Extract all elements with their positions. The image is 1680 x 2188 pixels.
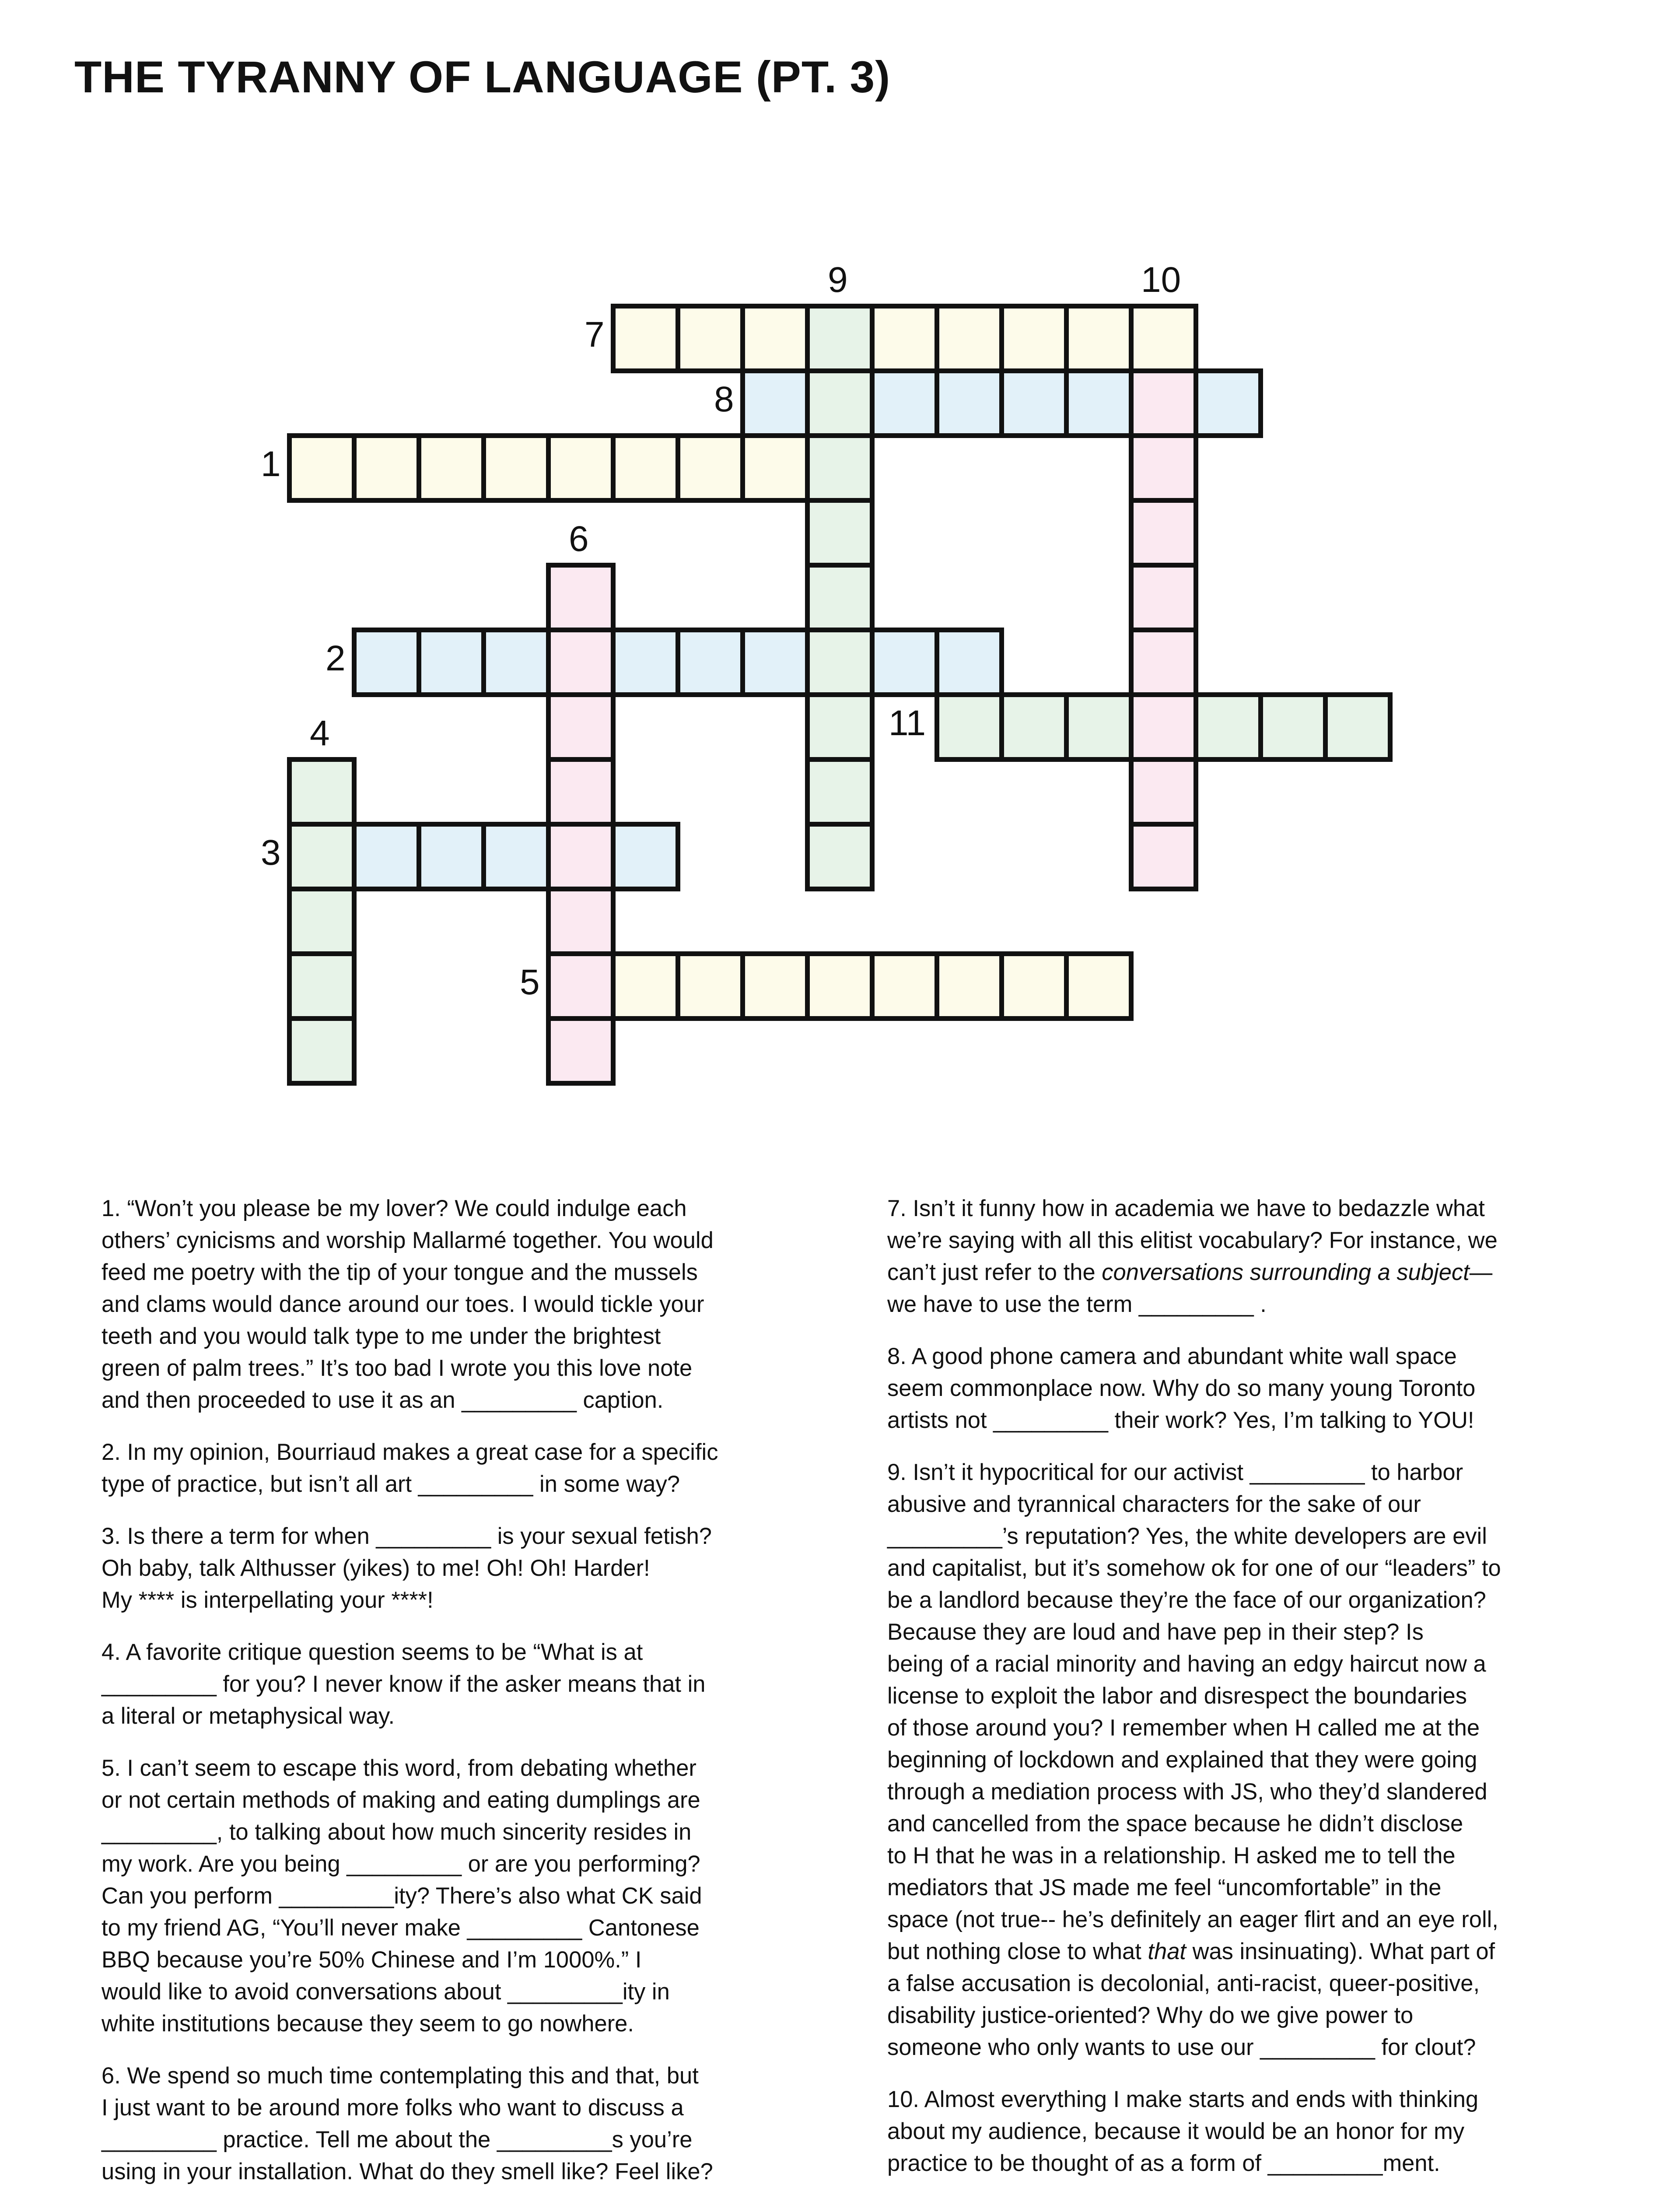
clue-2: 2. In my opinion, Bourriaud makes a great case for a specific type of practice, but isn’t all art _________ in some way? [102, 1439, 718, 1497]
crossword-cell [481, 628, 551, 697]
crossword-cell [805, 433, 875, 503]
crossword-cell [740, 304, 810, 373]
crossword-cell [1194, 368, 1263, 438]
clue-6: 6. We spend so much time contemplating this and that, but I just want to be around more folks who want to discuss a _________ practice. Tell me about the _________s you’re using in your installation. What do they smell like? Feel like? [102, 2063, 713, 2184]
crossword-cell [546, 757, 616, 827]
clue-8 [887, 1340, 1587, 1436]
crossword-cell [805, 822, 875, 891]
crossword-cell [1064, 368, 1134, 438]
clue-number-3: 3 [261, 833, 281, 873]
crossword-cell [999, 951, 1069, 1021]
crossword-cell [546, 951, 616, 1021]
clue-number-11: 11 [889, 703, 926, 743]
crossword-cell [805, 304, 875, 373]
clue-7-text-a: 7. Isn’t it funny how in academia we have to bedazzle what we’re saying with all this elitist vocabulary? For instance, we can’t just refer to the [887, 1196, 1498, 1285]
crossword-cell [1129, 304, 1198, 373]
crossword-cell [1258, 692, 1328, 762]
crossword-cell [481, 822, 551, 891]
clue-10 [887, 2083, 1587, 2179]
crossword-cell [870, 368, 939, 438]
clue-number-1: 1 [261, 444, 281, 484]
crossword-cell [1129, 498, 1198, 568]
crossword-cell [287, 822, 357, 891]
clue-number-4: 4 [310, 713, 330, 753]
crossword-cell [805, 368, 875, 438]
page-title: THE TYRANNY OF LANGUAGE (PT. 3) [74, 52, 891, 102]
crossword-cell [676, 433, 745, 503]
crossword-cell [287, 757, 357, 827]
crossword-cell [1194, 692, 1263, 762]
crossword-cell [999, 304, 1069, 373]
crossword-cell [805, 498, 875, 568]
crossword-cell [1129, 368, 1198, 438]
crossword-cell [416, 822, 486, 891]
crossword-cell [546, 822, 616, 891]
crossword-cell [1129, 757, 1198, 827]
clue-7-text-b: — we have to use the term _________ . [887, 1259, 1493, 1317]
crossword-cell [287, 433, 357, 503]
crossword-cell [1064, 692, 1134, 762]
crossword-cell [934, 304, 1004, 373]
crossword-cell [805, 563, 875, 632]
crossword-cell [740, 433, 810, 503]
crossword-cell [870, 628, 939, 697]
clue-10-text: 10. Almost everything I make starts and ends with thinking about my audience, because it would be an honor for my practice to be thought of as a form of _________ment. [887, 2086, 1479, 2176]
clues-column-right [887, 1192, 1587, 2188]
crossword-cell [546, 628, 616, 697]
crossword-cell [546, 1016, 616, 1086]
crossword-cell [546, 692, 616, 762]
clue-8-text: 8. A good phone camera and abundant white wall space seem commonplace now. Why do so many young Toronto artists not _________ their work? Yes, I’m talking to YOU! [887, 1343, 1476, 1433]
crossword-cell [1129, 692, 1198, 762]
crossword-cell [934, 368, 1004, 438]
crossword-cell [352, 433, 421, 503]
crossword-cell [1129, 433, 1198, 503]
crossword-cell [352, 822, 421, 891]
clues-column-left [102, 1192, 802, 2188]
crossword-cell [934, 692, 1004, 762]
crossword-cell [287, 887, 357, 956]
crossword-cell [546, 433, 616, 503]
crossword-cell [546, 563, 616, 632]
crossword-cell [1129, 628, 1198, 697]
crossword-cell [999, 368, 1069, 438]
clue-number-6: 6 [569, 519, 589, 559]
clue-number-10: 10 [1141, 260, 1181, 300]
crossword-cell [999, 692, 1069, 762]
crossword-cell [740, 951, 810, 1021]
clue-9-text-b: was insinuating). What part of a false accusation is decolonial, anti-racist, queer-positive, disability justice-oriented? Why do we give power to someone who only wants to use our _________ for clout? [887, 1939, 1495, 2060]
clue-number-8: 8 [714, 379, 734, 419]
crossword-cell [1129, 563, 1198, 632]
crossword-cell [1064, 304, 1134, 373]
clue-7-emphasis: conversations surrounding a subject [1102, 1259, 1470, 1285]
crossword-cell [1323, 692, 1393, 762]
crossword-cell [611, 304, 680, 373]
crossword-cell [676, 304, 745, 373]
clue-9 [887, 1456, 1587, 2063]
crossword-cell [740, 628, 810, 697]
clue-number-5: 5 [520, 962, 540, 1002]
crossword-cell [870, 951, 939, 1021]
crossword-cell [287, 951, 357, 1021]
crossword-cell [805, 757, 875, 827]
clue-number-2: 2 [326, 638, 346, 678]
crossword-cell [1129, 822, 1198, 891]
crossword-cell [934, 628, 1004, 697]
crossword-cell [416, 433, 486, 503]
clue-number-7: 7 [584, 315, 605, 354]
crossword-cell [611, 822, 680, 891]
crossword-cell [481, 433, 551, 503]
crossword-cell [740, 368, 810, 438]
clue-4: 4. A favorite critique question seems to be “What is at _________ for you? I never know if the asker means that in a literal or metaphysical way. [102, 1639, 706, 1729]
crossword-cell [611, 433, 680, 503]
crossword-cell [805, 692, 875, 762]
crossword-cell [1064, 951, 1134, 1021]
crossword-cell [676, 628, 745, 697]
crossword-cell [546, 887, 616, 956]
clue-7 [887, 1192, 1587, 1320]
clue-number-9: 9 [828, 260, 848, 300]
clue-9-text-a: 9. Isn’t it hypocritical for our activist _________ to harbor abusive and tyrannical characters for the sake of our _________’s reputation? Yes, the white developers are evil and capitalist, but it’s somehow ok for one of our “leaders” to be a landlord because they’re the face of our organization? Because they are loud and have pep in their step? Is being of a racial minority and having an edgy haircut now a license to exploit the labor and disrespect the boundaries of those around you? I remember when H called me at the beginning of lockdown and explained that they were going through a mediation process with JS, who they’d slandered and cancelled from the space because he didn’t disclose to H that he was in a relationship. H asked me to tell the mediators that JS made me feel “uncomfortable” in the space (not true-- he’s definitely an eager flirt and an eye roll, but nothing close to what [887, 1459, 1501, 1964]
crossword-cell [352, 628, 421, 697]
crossword-cell [416, 628, 486, 697]
clue-3: 3. Is there a term for when _________ is your sexual fetish? Oh baby, talk Althusser (yikes) to me! Oh! Oh! Harder! My **** is interpellating your ****! [102, 1523, 712, 1613]
crossword-cell [676, 951, 745, 1021]
crossword-cell [870, 304, 939, 373]
crossword-cell [934, 951, 1004, 1021]
crossword-cell [805, 628, 875, 697]
clue-5: 5. I can’t seem to escape this word, from debating whether or not certain methods of making and eating dumplings are _________, to talking about how much sincerity resides in my work. Are you being _________ or are you performing? Can you perform _________ity? There’s also what CK said to my friend AG, “You’ll never make _________ Cantonese BBQ because you’re 50% Chinese and I’m 1000%.” I would like to avoid conversations about _________ity in white institutions because they seem to go nowhere. [102, 1755, 702, 2037]
clue-1: 1. “Won’t you please be my lover? We could indulge each others’ cynicisms and worship Mallarmé together. You would feed me poetry with the tip of your tongue and the mussels and clams would dance around our toes. I would tickle your teeth and you would talk type to me under the brightest green of palm trees.” It’s too bad I wrote you this love note and then proceeded to use it as an _________ caption. [102, 1196, 714, 1413]
clue-9-emphasis: that [1148, 1939, 1186, 1964]
crossword-cell [805, 951, 875, 1021]
crossword-cell [287, 1016, 357, 1086]
crossword-cell [611, 951, 680, 1021]
crossword-cell [611, 628, 680, 697]
